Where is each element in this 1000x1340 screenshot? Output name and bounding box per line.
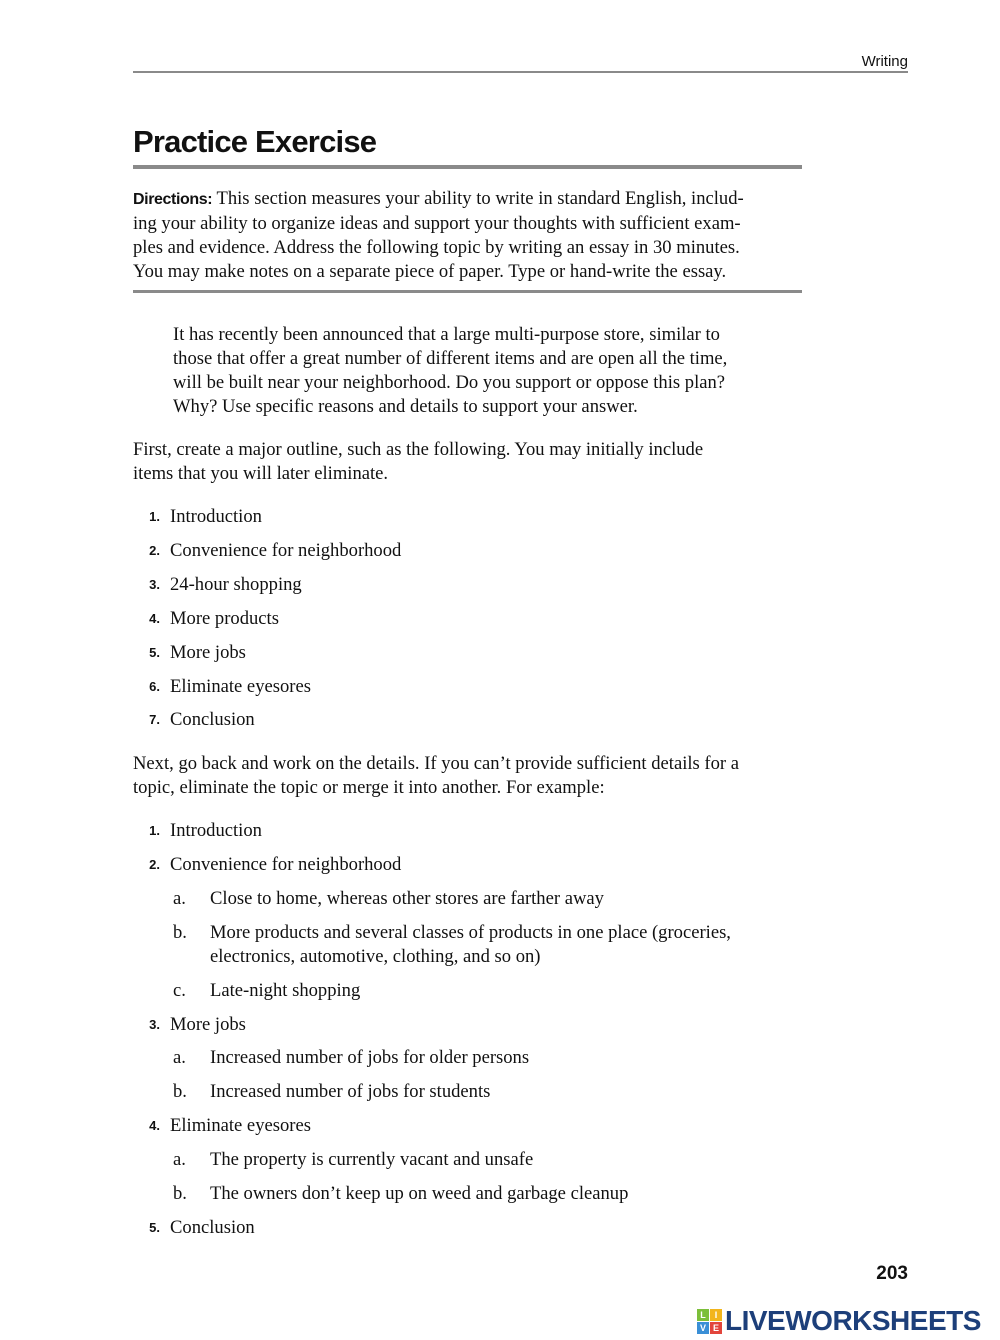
sub-item-letter: b.	[173, 922, 187, 943]
sub-item: The owners don’t keep up on weed and garbage cleanup	[210, 1183, 629, 1204]
item-number: 2.	[149, 543, 160, 558]
paragraph-line: First, create a major outline, such as the following. You may initially include	[133, 439, 704, 460]
item-number: 3.	[149, 1017, 160, 1032]
directions-rule	[133, 290, 802, 293]
logo-text: LIVEWORKSHEETS	[725, 1305, 981, 1336]
sub-item-letter: a.	[173, 1047, 186, 1068]
prompt-line: those that offer a great number of different items and are open all the time,	[173, 348, 728, 369]
liveworksheets-logo[interactable]	[697, 1305, 981, 1337]
badge-letter: I	[710, 1309, 722, 1321]
item-number: 4.	[149, 611, 160, 626]
sub-item-letter: a.	[173, 888, 186, 909]
page-title: Practice Exercise	[133, 124, 377, 159]
outline-item: Convenience for neighborhood	[170, 540, 402, 561]
sub-item: The property is currently vacant and unsafe	[210, 1149, 534, 1170]
item-number: 5.	[149, 645, 160, 660]
prompt-line: Why? Use specific reasons and details to support your answer.	[173, 396, 638, 417]
prompt-line: It has recently been announced that a large multi-purpose store, similar to	[173, 324, 720, 345]
title-rule	[133, 165, 802, 169]
sub-item-letter: b.	[173, 1081, 187, 1102]
essay-prompt	[173, 323, 813, 419]
live-badge-icon	[697, 1309, 722, 1334]
sub-item: Increased number of jobs for older persons	[210, 1047, 530, 1068]
header-rule	[133, 71, 908, 73]
item-number: 5.	[149, 1220, 160, 1235]
item-number: 1.	[149, 509, 160, 524]
prompt-line: will be built near your neighborhood. Do you support or oppose this plan?	[173, 372, 726, 393]
instruction-paragraph-2	[133, 752, 833, 800]
outline-item: Eliminate eyesores	[170, 676, 311, 697]
sub-item-letter: c.	[173, 980, 186, 1001]
item-number: 6.	[149, 679, 160, 694]
item-number: 2.	[149, 857, 160, 872]
badge-letter: E	[710, 1322, 722, 1334]
directions-line: You may make notes on a separate piece of paper. Type or hand-write the essay.	[133, 261, 727, 282]
instruction-paragraph-1	[133, 438, 833, 486]
paragraph-line: Next, go back and work on the details. If you can’t provide sufficient details for a	[133, 753, 740, 774]
badge-letter: V	[697, 1322, 709, 1334]
outline-item: Introduction	[170, 506, 262, 527]
item-number: 7.	[149, 712, 160, 727]
directions-line: This section measures your ability to write in standard English, includ-	[216, 188, 744, 209]
sub-item-continuation: electronics, automotive, clothing, and so on)	[210, 946, 541, 967]
sub-item-letter: a.	[173, 1149, 186, 1170]
sub-item: More products and several classes of products in one place (groceries,	[210, 922, 731, 943]
paragraph-line: topic, eliminate the topic or merge it into another. For example:	[133, 777, 605, 798]
outline-item: Introduction	[170, 820, 262, 841]
running-header: Writing	[861, 53, 908, 70]
outline-item: Eliminate eyesores	[170, 1115, 311, 1136]
item-number: 1.	[149, 823, 160, 838]
badge-letter: L	[697, 1309, 709, 1321]
outline-item: Conclusion	[170, 1217, 255, 1238]
outline-item: More jobs	[170, 1014, 246, 1035]
item-number: 4.	[149, 1118, 160, 1133]
outline-item: 24-hour shopping	[170, 574, 302, 595]
outline-item: More products	[170, 608, 279, 629]
directions	[133, 187, 813, 284]
sub-item-letter: b.	[173, 1183, 187, 1204]
outline-item: Convenience for neighborhood	[170, 854, 402, 875]
outline-item: More jobs	[170, 642, 246, 663]
directions-label: Directions:	[133, 191, 213, 208]
sub-item: Increased number of jobs for students	[210, 1081, 491, 1102]
directions-line: ples and evidence. Address the following topic by writing an essay in 30 minutes.	[133, 237, 740, 258]
directions-line: ing your ability to organize ideas and support your thoughts with sufficient exam-	[133, 213, 741, 234]
outline-item: Conclusion	[170, 709, 255, 730]
sub-item: Late-night shopping	[210, 980, 361, 1001]
sub-item: Close to home, whereas other stores are farther away	[210, 888, 604, 909]
page-number: 203	[876, 1263, 908, 1284]
paragraph-line: items that you will later eliminate.	[133, 463, 389, 484]
item-number: 3.	[149, 577, 160, 592]
